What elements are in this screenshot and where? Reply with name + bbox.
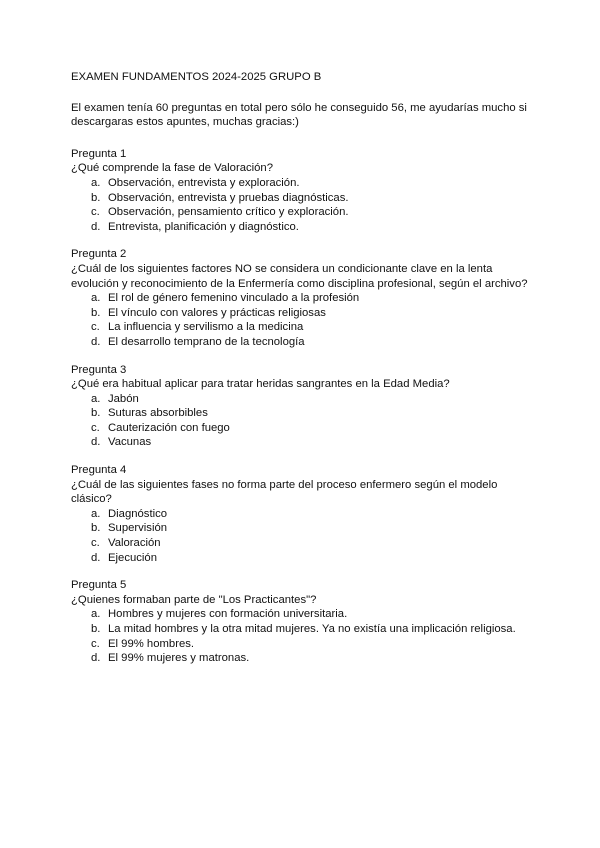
options-list (71, 176, 541, 234)
option-letter: a. (91, 176, 101, 189)
option-text: El vínculo con valores y prácticas religiosas (108, 306, 326, 319)
option-c (91, 421, 541, 436)
option-letter: c. (91, 537, 100, 550)
document-page (71, 70, 541, 679)
intro-paragraph: El examen tenía 60 preguntas en total pero sólo he conseguido 56, me ayudarías mucho si descargaras estos apuntes, muchas gracias:) (71, 101, 527, 129)
option-text: Diagnóstico (108, 507, 168, 520)
option-letter: b. (91, 191, 101, 204)
question-text: ¿Cuál de los siguientes factores NO se considera un condicionante clave en la lenta evolución y reconocimiento de la Enfermería como disciplina profesional, según el archivo? (71, 262, 528, 290)
question-label: Pregunta 1 (71, 147, 127, 160)
question-2 (71, 247, 541, 349)
question-3 (71, 363, 541, 451)
option-letter: d. (91, 652, 101, 665)
option-text: El 99% hombres. (108, 637, 195, 650)
option-letter: c. (91, 321, 100, 334)
options-list (71, 507, 541, 565)
option-c (91, 320, 541, 335)
option-text: Suturas absorbibles (108, 407, 208, 420)
option-letter: a. (91, 507, 101, 520)
option-text: La mitad hombres y la otra mitad mujeres. Ya no existía una implicación religiosa. (108, 623, 516, 635)
option-letter: d. (91, 551, 101, 564)
options-list (71, 392, 541, 450)
option-letter: b. (91, 623, 101, 635)
option-letter: c. (91, 637, 100, 650)
option-c (91, 536, 541, 551)
option-text: Ejecución (108, 551, 157, 564)
question-label: Pregunta 4 (71, 464, 127, 477)
option-letter: a. (91, 608, 101, 621)
option-letter: b. (91, 306, 101, 319)
option-d (91, 651, 541, 666)
option-text: Observación, pensamiento crítico y exploración. (108, 206, 349, 219)
option-text: Hombres y mujeres con formación universitaria. (108, 608, 348, 621)
option-a (91, 176, 541, 191)
question-4 (71, 463, 541, 565)
option-text: Entrevista, planificación y diagnóstico. (108, 220, 299, 233)
option-text: Vacunas (108, 436, 152, 449)
option-d (91, 551, 541, 566)
option-b (91, 622, 541, 637)
option-text: Observación, entrevista y exploración. (108, 176, 300, 189)
option-text: El desarrollo temprano de la tecnología (108, 335, 305, 348)
document-title: EXAMEN FUNDAMENTOS 2024-2025 GRUPO B (71, 71, 322, 83)
options-list (71, 607, 541, 665)
option-text: Supervisión (108, 522, 168, 535)
question-text: ¿Cuál de las siguientes fases no forma parte del proceso enfermero según el modelo clásico? (71, 478, 498, 506)
option-text: El rol de género femenino vinculado a la profesión (108, 292, 360, 305)
question-5 (71, 578, 541, 666)
option-text: Valoración (108, 537, 161, 550)
option-letter: b. (91, 522, 101, 535)
option-text: Cauterización con fuego (108, 421, 230, 434)
option-b (91, 306, 541, 321)
option-a (91, 392, 541, 407)
option-letter: a. (91, 392, 101, 405)
option-text: Jabón (108, 392, 139, 405)
option-letter: a. (91, 292, 101, 305)
option-letter: d. (91, 220, 101, 233)
option-c (91, 205, 541, 220)
option-d (91, 435, 541, 450)
option-a (91, 507, 541, 522)
question-label: Pregunta 3 (71, 363, 127, 376)
option-c (91, 637, 541, 652)
option-letter: d. (91, 335, 101, 348)
option-d (91, 335, 541, 350)
option-text: Observación, entrevista y pruebas diagnósticas. (108, 191, 349, 204)
option-b (91, 406, 541, 421)
option-letter: b. (91, 407, 101, 420)
question-text: ¿Qué era habitual aplicar para tratar heridas sangrantes en la Edad Media? (71, 378, 450, 391)
option-letter: c. (91, 206, 100, 219)
option-text: El 99% mujeres y matronas. (108, 652, 250, 665)
option-d (91, 220, 541, 235)
option-b (91, 191, 541, 206)
options-list (71, 291, 541, 349)
option-b (91, 521, 541, 536)
question-text: ¿Quienes formaban parte de "Los Practicantes"? (71, 593, 317, 606)
question-label: Pregunta 2 (71, 248, 127, 261)
option-letter: d. (91, 436, 101, 449)
option-a (91, 291, 541, 306)
option-letter: c. (91, 421, 100, 434)
question-1 (71, 147, 541, 235)
option-text: La influencia y servilismo a la medicina (108, 321, 304, 334)
question-label: Pregunta 5 (71, 579, 127, 592)
question-text: ¿Qué comprende la fase de Valoración? (71, 162, 273, 175)
option-a (91, 607, 541, 622)
